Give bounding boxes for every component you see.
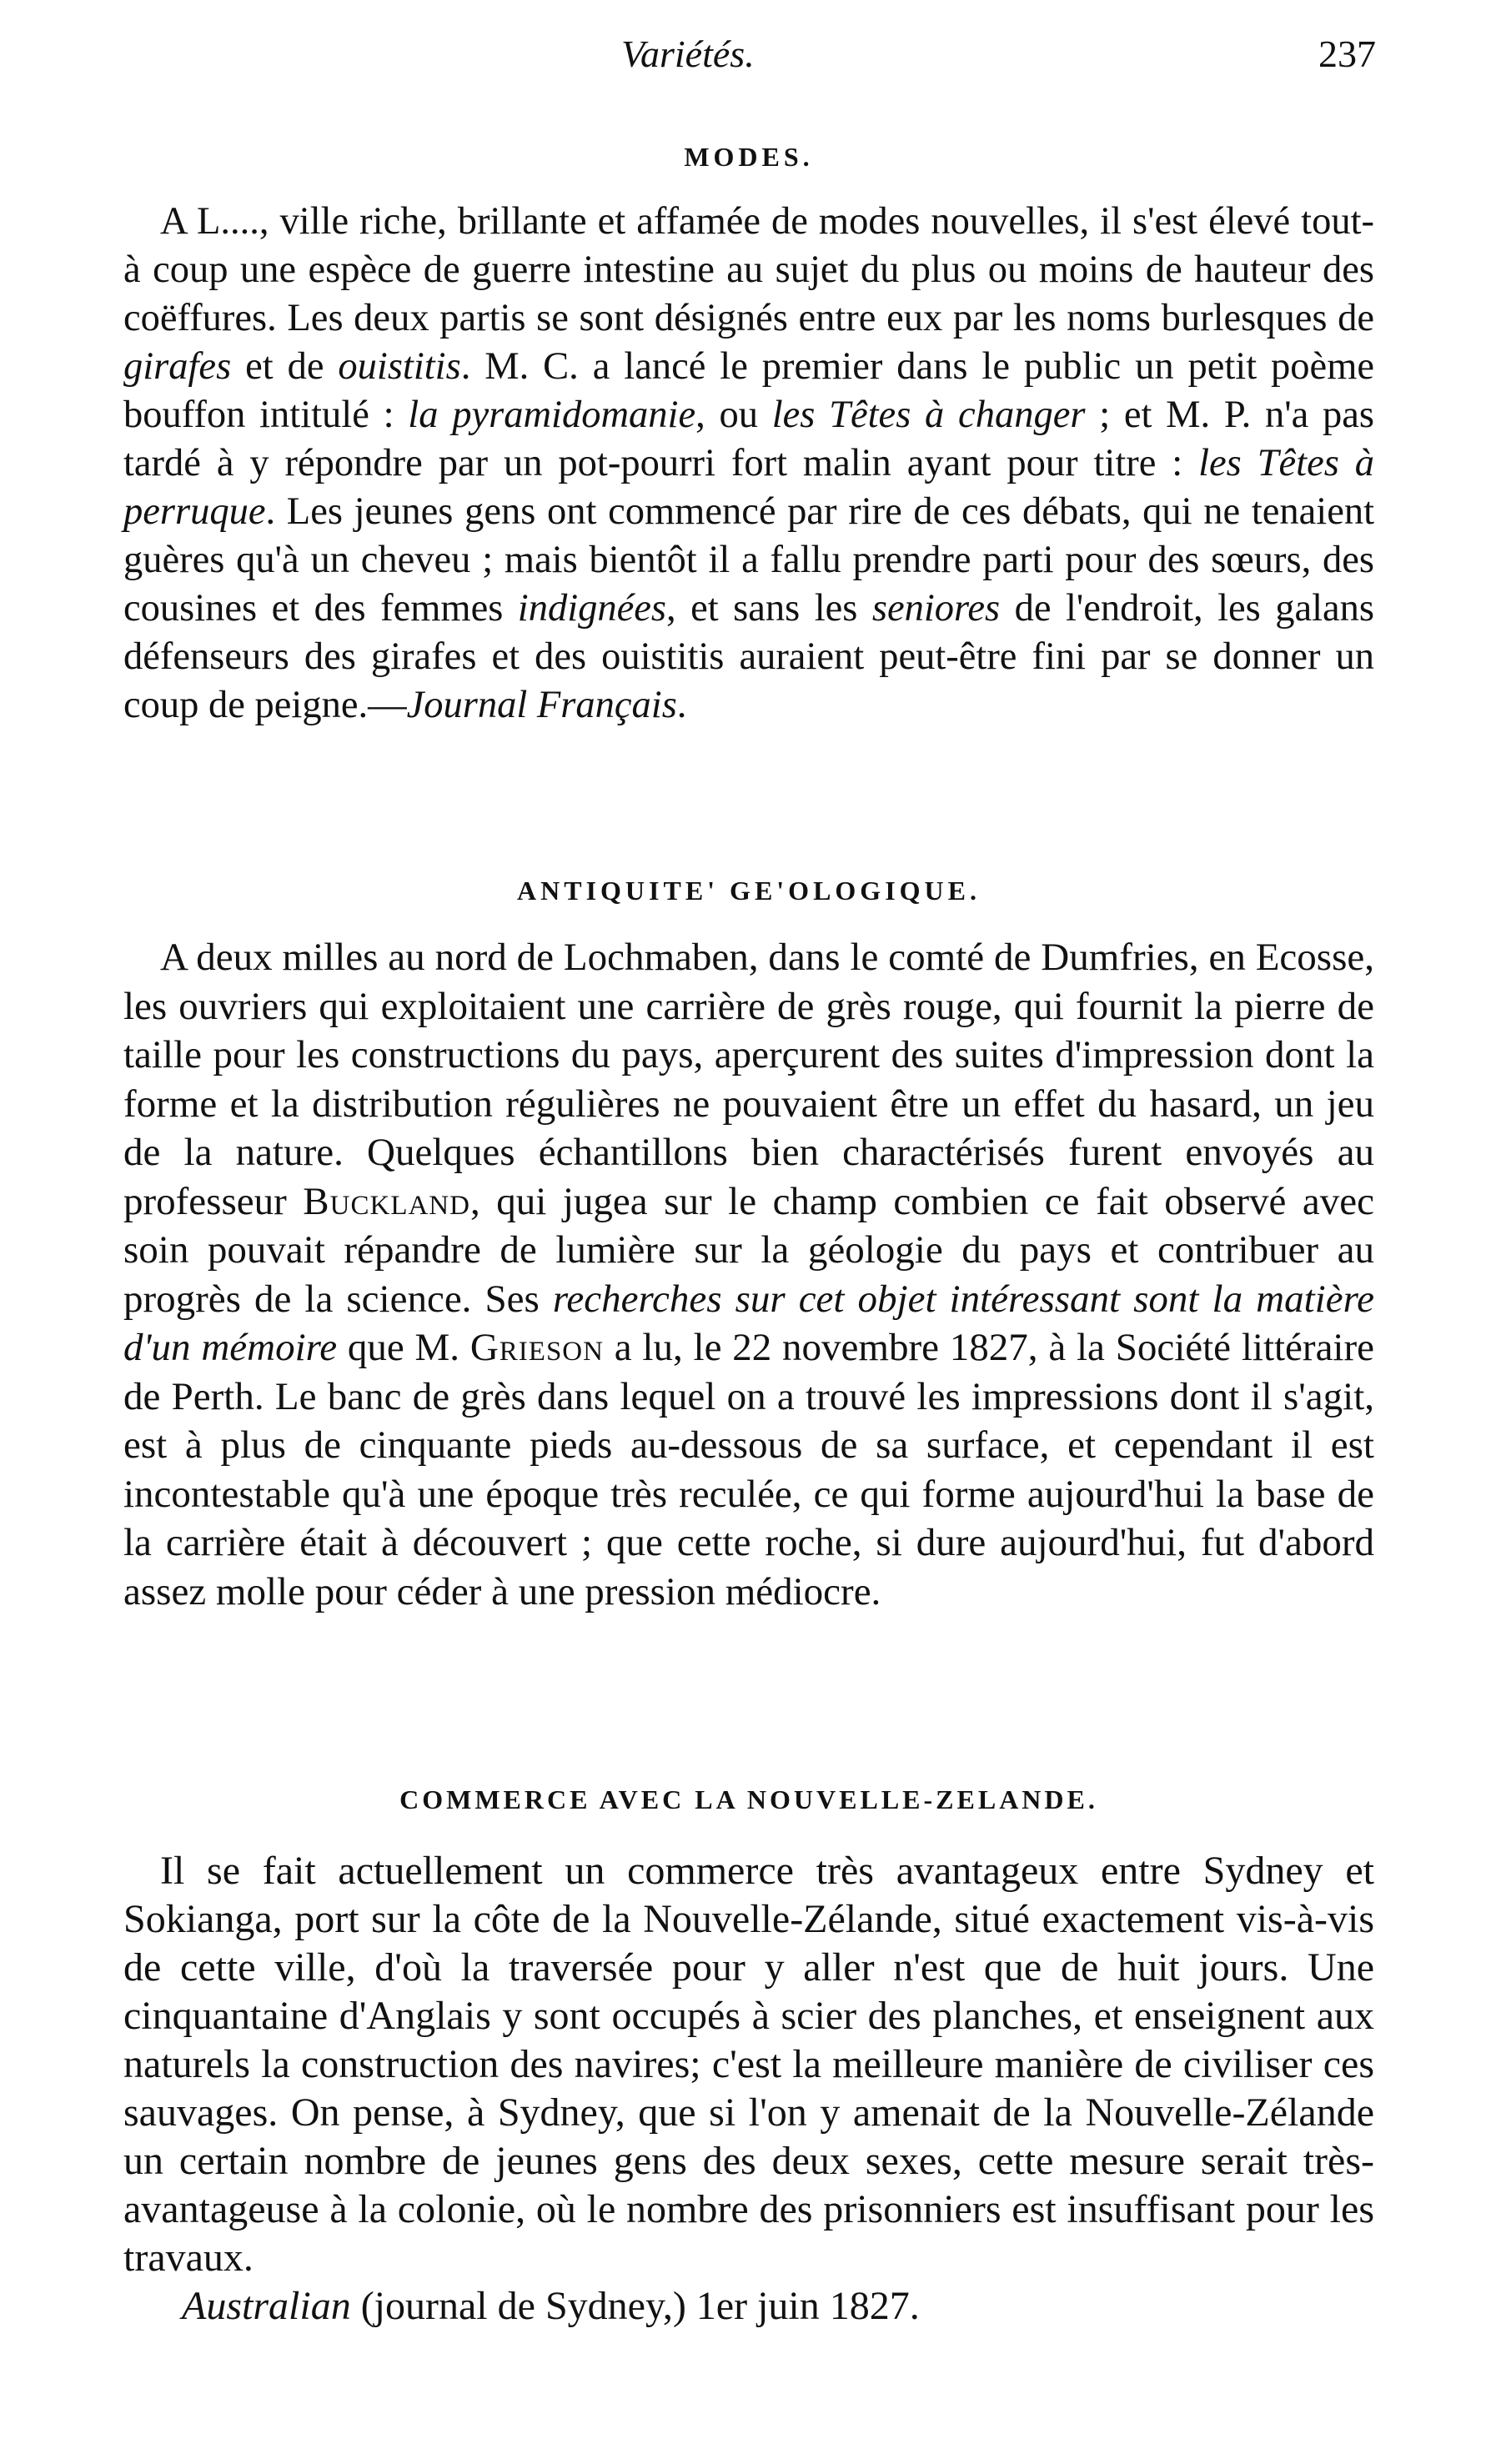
text-run: . M. C. a lancé le premier dans le public un petit poème bouffon intitulé : [123,345,1375,436]
person-name: Buckland [303,1179,470,1223]
page-number: 237 [1318,33,1376,75]
text-run: , et sans les [666,587,872,630]
section-heading-geologie: ANTIQUITE' GE'OLOGIQUE. [517,876,981,906]
running-head [125,32,1376,90]
section-body-geologie [123,933,1374,1616]
text-run: , qui jugea sur le champ combien ce fait observé avec soin pouvait répandre de lumière sur la géologie du pays et contribuer au progrès de la science. Ses [123,1179,1374,1321]
source-citation: Journal Français [406,684,677,726]
person-name: Grieson [469,1326,604,1369]
text-run: et de [231,345,339,388]
text-run: , ou [695,394,772,436]
source-citation: Australian [182,2284,351,2328]
source-details: (journal de Sydney,) 1er juin 1827. [350,2284,920,2328]
section-body-nouvelle-zelande [123,1847,1374,2282]
text-run: de l'endroit, les galans défenseurs des girafes et des ouistitis auraient peut-être fini par se donner un coup de peigne.— [123,587,1374,726]
text-run: ; et M. P. n'a pas tardé à y répondre par un pot-pourri fort malin ayant pour titre : [123,394,1374,484]
italic-title: les Têtes à perruque [123,442,1374,533]
italic-phrase: recherches sur cet objet intéressant sont la matière d'un mémoire [123,1277,1374,1369]
section-nouvelle-zelande [123,1784,1374,2331]
italic-term: ouistitis [338,345,461,388]
italic-title: la pyramidomanie [408,394,696,436]
italic-term: girafes [123,345,232,388]
section-heading-modes: MODES. [684,142,814,172]
text-run: Il se fait actuellement un commerce très avantageux entre Sydney et Sokianga, port sur la côte de la Nouvelle-Zélande, situé exactement vis-à-vis de cette ville, d'où la traversée pour y aller n'est que de huit jours. Une cinquantaine d'Anglais y sont occupés à scier des planches, et enseignent aux naturels la construction des navires; c'est la meilleure manière de civiliser ces sauvages. On pense, à Sydney, que si l'on y amenait de la Nouvelle-Zélande un certain nombre de jeunes gens des deux sexes, cette mesure serait très-avantageuse à la colonie, où le nombre des prisonniers est insuffisant pour les travaux. [123,1849,1374,2280]
section-heading-nouvelle-zelande: COMMERCE AVEC LA NOUVELLE-ZELANDE. [399,1784,1098,1814]
running-title: Variétés. [621,33,755,75]
italic-term: indignées [517,587,667,630]
italic-title: les Têtes à changer [771,394,1086,436]
text-run: . Les jeunes gens ont commencé par rire de ces débats, qui ne tenaient guères qu'à un cheveu ; mais bientôt il a fallu prendre parti pour des sœurs, des cousines et des femmes [123,490,1374,630]
text-run: A L...., ville riche, brillante et affamée de modes nouvelles, il s'est élevé tout-à coup une espèce de guerre intestine au sujet du plus ou moins de hauteur des coëffures. Les deux partis se sont désignés entre eux par les noms burlesques de [123,200,1374,339]
text-run: que M. [337,1326,470,1369]
text-run: A deux milles au nord de Lochmaben, dans le comté de Dumfries, en Ecosse, les ouvriers qui exploitaient une carrière de grès rouge, qui fournit la pierre de taille pour les constructions du pays, aperçurent des suites d'impression dont la forme et la distribution régulières ne pouvaient être un effet du hasard, un jeu de la nature. Quelques échantillons bien charactérisés furent envoyés au professeur [123,936,1374,1223]
text-run: . [676,684,687,726]
source-line [123,2282,1374,2331]
section-modes [123,142,1374,730]
text-run: a lu, le 22 novembre 1827, à la Société littéraire de Perth. Le banc de grès dans lequel on a trouvé les impressions dont il s'agit, est à plus de cinquante pieds au-dessous de sa surface, et cependant il est incontestable qu'à une époque très reculée, ce qui forme aujourd'hui la base de la carrière était à découvert ; que cette roche, si dure aujourd'hui, fut d'abord assez molle pour céder à une pression médiocre. [123,1326,1375,1613]
italic-term: seniores [871,587,1001,630]
section-geologie [123,876,1374,1616]
section-body-modes [123,198,1374,730]
